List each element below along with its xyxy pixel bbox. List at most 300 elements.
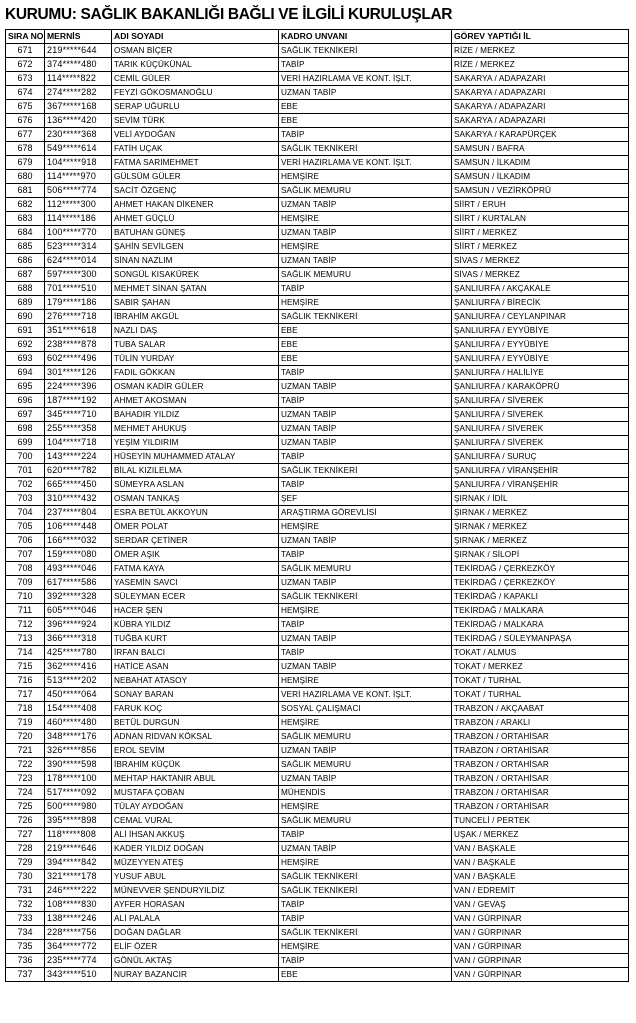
mernis-cell: 159*****080 [45,548,112,562]
mernis-cell: 392*****328 [45,590,112,604]
name-cell: İRFAN BALCI [112,646,279,660]
mernis-cell: 108*****830 [45,898,112,912]
name-cell: BETÜL DURGUN [112,716,279,730]
table-row [6,912,629,926]
mernis-cell: 624*****014 [45,254,112,268]
table-row [6,520,629,534]
mernis-cell: 345*****710 [45,408,112,422]
name-cell: YUSUF ABUL [112,870,279,884]
name-cell: FARUK KOÇ [112,702,279,716]
sira-no-cell: 716 [6,674,45,688]
mernis-cell: 187*****192 [45,394,112,408]
location-cell: SİVAS / MERKEZ [452,254,629,268]
title-cell: UZMAN TABİP [279,576,452,590]
table-row [6,506,629,520]
title-cell: UZMAN TABİP [279,534,452,548]
name-cell: ADNAN RIDVAN KÖKSAL [112,730,279,744]
table-row [6,674,629,688]
table-row [6,478,629,492]
table-row [6,814,629,828]
name-cell: GÜLSÜM GÜLER [112,170,279,184]
sira-no-cell: 720 [6,730,45,744]
mernis-cell: 138*****246 [45,912,112,926]
sira-no-cell: 683 [6,212,45,226]
sira-no-cell: 736 [6,954,45,968]
name-cell: FATİH UÇAK [112,142,279,156]
location-cell: ŞIRNAK / SİLOPİ [452,548,629,562]
location-cell: TRABZON / ORTAHİSAR [452,744,629,758]
table-row [6,128,629,142]
table-row [6,632,629,646]
sira-no-cell: 674 [6,86,45,100]
mernis-cell: 549*****614 [45,142,112,156]
sira-no-cell: 733 [6,912,45,926]
mernis-cell: 374*****480 [45,58,112,72]
sira-no-cell: 713 [6,632,45,646]
table-row [6,366,629,380]
name-cell: SONAY BARAN [112,688,279,702]
mernis-cell: 605*****046 [45,604,112,618]
name-cell: SACİT ÖZGENÇ [112,184,279,198]
table-row [6,254,629,268]
mernis-cell: 701*****510 [45,282,112,296]
location-cell: TEKİRDAĞ / KAPAKLI [452,590,629,604]
table-row [6,464,629,478]
location-cell: ŞANLIURFA / EYYÜBİYE [452,352,629,366]
location-cell: UŞAK / MERKEZ [452,828,629,842]
mernis-cell: 343*****510 [45,968,112,982]
name-cell: SABIR ŞAHAN [112,296,279,310]
table-row [6,226,629,240]
mernis-cell: 620*****782 [45,464,112,478]
title-cell: SAĞLIK MEMURU [279,814,452,828]
location-cell: TOKAT / TURHAL [452,688,629,702]
mernis-cell: 394*****842 [45,856,112,870]
sira-no-cell: 699 [6,436,45,450]
title-cell: SAĞLIK TEKNİKERİ [279,310,452,324]
title-cell: TABİP [279,828,452,842]
mernis-cell: 219*****646 [45,842,112,856]
table-row [6,72,629,86]
sira-no-cell: 702 [6,478,45,492]
table-row [6,324,629,338]
name-cell: NURAY BAZANCIR [112,968,279,982]
sira-no-cell: 728 [6,842,45,856]
title-cell: EBE [279,100,452,114]
location-cell: TRABZON / ORTAHİSAR [452,786,629,800]
location-cell: ŞANLIURFA / VİRANŞEHİR [452,464,629,478]
name-cell: SEVİM TÜRK [112,114,279,128]
location-cell: TOKAT / ALMUS [452,646,629,660]
table-row [6,786,629,800]
location-cell: SAMSUN / İLKADIM [452,156,629,170]
mernis-cell: 665*****450 [45,478,112,492]
title-cell: SAĞLIK TEKNİKERİ [279,884,452,898]
title-cell: TABİP [279,478,452,492]
header-adi-soyadi: ADI SOYADI [112,30,279,44]
mernis-cell: 301*****126 [45,366,112,380]
table-row [6,198,629,212]
sira-no-cell: 726 [6,814,45,828]
table-row [6,338,629,352]
location-cell: SİVAS / MERKEZ [452,268,629,282]
location-cell: VAN / GÜRPINAR [452,940,629,954]
title-cell: TABİP [279,618,452,632]
sira-no-cell: 730 [6,870,45,884]
location-cell: ŞANLIURFA / SİVEREK [452,408,629,422]
name-cell: NAZLI DAŞ [112,324,279,338]
title-cell: UZMAN TABİP [279,436,452,450]
location-cell: ŞIRNAK / MERKEZ [452,534,629,548]
table-row [6,282,629,296]
title-cell: EBE [279,968,452,982]
title-cell: TABİP [279,366,452,380]
sira-no-cell: 694 [6,366,45,380]
table-row [6,688,629,702]
name-cell: TÜLAY AYDOĞAN [112,800,279,814]
title-cell: UZMAN TABİP [279,842,452,856]
sira-no-cell: 704 [6,506,45,520]
sira-no-cell: 732 [6,898,45,912]
sira-no-cell: 724 [6,786,45,800]
mernis-cell: 114*****822 [45,72,112,86]
title-cell: ŞEF [279,492,452,506]
location-cell: ŞANLIURFA / EYYÜBİYE [452,338,629,352]
location-cell: ŞIRNAK / MERKEZ [452,520,629,534]
location-cell: SAMSUN / BAFRA [452,142,629,156]
title-cell: SAĞLIK MEMURU [279,268,452,282]
name-cell: ŞAHİN SEVİLGEN [112,240,279,254]
location-cell: TRABZON / ORTAHİSAR [452,758,629,772]
sira-no-cell: 703 [6,492,45,506]
location-cell: SİİRT / MERKEZ [452,226,629,240]
mernis-cell: 597*****300 [45,268,112,282]
header-sira-no: SIRA NO [6,30,45,44]
name-cell: ÖMER AŞIK [112,548,279,562]
sira-no-cell: 697 [6,408,45,422]
mernis-cell: 460*****480 [45,716,112,730]
title-cell: SAĞLIK TEKNİKERİ [279,870,452,884]
name-cell: FADIL GÖKKAN [112,366,279,380]
table-row [6,58,629,72]
table-row [6,730,629,744]
title-cell: HEMŞİRE [279,520,452,534]
table-row [6,156,629,170]
location-cell: VAN / GÜRPINAR [452,912,629,926]
table-row [6,268,629,282]
location-cell: RİZE / MERKEZ [452,58,629,72]
mernis-cell: 179*****186 [45,296,112,310]
title-cell: TABİP [279,912,452,926]
table-row [6,240,629,254]
sira-no-cell: 737 [6,968,45,982]
table-row [6,828,629,842]
sira-no-cell: 707 [6,548,45,562]
mernis-cell: 235*****774 [45,954,112,968]
title-cell: UZMAN TABİP [279,198,452,212]
location-cell: TRABZON / ORTAHİSAR [452,772,629,786]
location-cell: VAN / BAŞKALE [452,856,629,870]
sira-no-cell: 709 [6,576,45,590]
mernis-cell: 106*****448 [45,520,112,534]
header-mernis: MERNİS [45,30,112,44]
title-cell: SAĞLIK MEMURU [279,730,452,744]
table-row [6,842,629,856]
location-cell: VAN / BAŞKALE [452,842,629,856]
mernis-cell: 395*****898 [45,814,112,828]
mernis-cell: 602*****496 [45,352,112,366]
mernis-cell: 224*****396 [45,380,112,394]
name-cell: FEYZİ GÖKOSMANOĞLU [112,86,279,100]
title-cell: TABİP [279,646,452,660]
mernis-cell: 367*****168 [45,100,112,114]
sira-no-cell: 690 [6,310,45,324]
table-row [6,772,629,786]
title-cell: HEMŞİRE [279,170,452,184]
title-cell: TABİP [279,548,452,562]
title-cell: SOSYAL ÇALIŞMACI [279,702,452,716]
sira-no-cell: 682 [6,198,45,212]
name-cell: HÜSEYİN MUHAMMED ATALAY [112,450,279,464]
location-cell: ŞANLIURFA / KARAKÖPRÜ [452,380,629,394]
sira-no-cell: 723 [6,772,45,786]
title-cell: MÜHENDİS [279,786,452,800]
table-row [6,352,629,366]
location-cell: ŞANLIURFA / VİRANŞEHİR [452,478,629,492]
location-cell: VAN / EDREMİT [452,884,629,898]
table-row [6,436,629,450]
location-cell: ŞANLIURFA / AKÇAKALE [452,282,629,296]
name-cell: ÖMER POLAT [112,520,279,534]
title-cell: EBE [279,324,452,338]
name-cell: KÜBRA YILDIZ [112,618,279,632]
location-cell: ŞIRNAK / MERKEZ [452,506,629,520]
table-header-row [6,30,629,44]
sira-no-cell: 729 [6,856,45,870]
location-cell: TRABZON / ORTAHİSAR [452,730,629,744]
name-cell: YASEMİN SAVCI [112,576,279,590]
table-body [6,44,629,982]
location-cell: TEKİRDAĞ / ÇERKEZKÖY [452,576,629,590]
table-row [6,646,629,660]
name-cell: ELİF ÖZER [112,940,279,954]
title-cell: TABİP [279,954,452,968]
mernis-cell: 230*****368 [45,128,112,142]
name-cell: TARIK KÜÇÜKÜNAL [112,58,279,72]
table-row [6,114,629,128]
name-cell: VELİ AYDOĞAN [112,128,279,142]
table-row [6,576,629,590]
sira-no-cell: 714 [6,646,45,660]
mernis-cell: 219*****644 [45,44,112,58]
mernis-cell: 366*****318 [45,632,112,646]
mernis-cell: 364*****772 [45,940,112,954]
title-cell: SAĞLIK MEMURU [279,562,452,576]
table-row [6,142,629,156]
name-cell: SÜMEYRA ASLAN [112,478,279,492]
title-cell: UZMAN TABİP [279,408,452,422]
sira-no-cell: 708 [6,562,45,576]
name-cell: OSMAN TANKAŞ [112,492,279,506]
location-cell: TOKAT / MERKEZ [452,660,629,674]
name-cell: FATMA KAYA [112,562,279,576]
name-cell: TUĞBA KURT [112,632,279,646]
title-cell: VERİ HAZIRLAMA VE KONT. İŞLT. [279,688,452,702]
title-cell: TABİP [279,450,452,464]
table-row [6,926,629,940]
name-cell: SERAP UĞURLU [112,100,279,114]
mernis-cell: 348*****176 [45,730,112,744]
mernis-cell: 118*****808 [45,828,112,842]
sira-no-cell: 685 [6,240,45,254]
table-row [6,212,629,226]
location-cell: SAMSUN / VEZİRKÖPRÜ [452,184,629,198]
sira-no-cell: 673 [6,72,45,86]
mernis-cell: 362*****416 [45,660,112,674]
table-row [6,954,629,968]
location-cell: TEKİRDAĞ / MALKARA [452,618,629,632]
location-cell: TEKİRDAĞ / ÇERKEZKÖY [452,562,629,576]
location-cell: SAKARYA / ADAPAZARI [452,100,629,114]
title-cell: HEMŞİRE [279,856,452,870]
sira-no-cell: 688 [6,282,45,296]
sira-no-cell: 701 [6,464,45,478]
location-cell: ŞIRNAK / İDİL [452,492,629,506]
table-row [6,310,629,324]
sira-no-cell: 711 [6,604,45,618]
title-cell: UZMAN TABİP [279,632,452,646]
sira-no-cell: 671 [6,44,45,58]
location-cell: ŞANLIURFA / SİVEREK [452,422,629,436]
name-cell: HACER ŞEN [112,604,279,618]
name-cell: SONGÜL KISAKÜREK [112,268,279,282]
sira-no-cell: 722 [6,758,45,772]
title-cell: HEMŞİRE [279,674,452,688]
name-cell: SERDAR ÇETİNER [112,534,279,548]
sira-no-cell: 679 [6,156,45,170]
location-cell: SİİRT / KURTALAN [452,212,629,226]
name-cell: AHMET HAKAN DİKENER [112,198,279,212]
location-cell: SİİRT / MERKEZ [452,240,629,254]
mernis-cell: 178*****100 [45,772,112,786]
mernis-cell: 617*****586 [45,576,112,590]
mernis-cell: 238*****878 [45,338,112,352]
table-row [6,86,629,100]
table-row [6,968,629,982]
name-cell: MÜZEYYEN ATEŞ [112,856,279,870]
sira-no-cell: 680 [6,170,45,184]
name-cell: FATMA SARIMEHMET [112,156,279,170]
title-cell: UZMAN TABİP [279,380,452,394]
name-cell: AYFER HORASAN [112,898,279,912]
sira-no-cell: 693 [6,352,45,366]
mernis-cell: 493*****046 [45,562,112,576]
table-row [6,618,629,632]
title-cell: TABİP [279,898,452,912]
location-cell: SAKARYA / ADAPAZARI [452,114,629,128]
mernis-cell: 237*****804 [45,506,112,520]
sira-no-cell: 686 [6,254,45,268]
title-cell: EBE [279,338,452,352]
sira-no-cell: 677 [6,128,45,142]
location-cell: ŞANLIURFA / SİVEREK [452,394,629,408]
location-cell: ŞANLIURFA / SURUÇ [452,450,629,464]
mernis-cell: 246*****222 [45,884,112,898]
table-row [6,450,629,464]
title-cell: SAĞLIK TEKNİKERİ [279,142,452,156]
title-cell: HEMŞİRE [279,604,452,618]
sira-no-cell: 727 [6,828,45,842]
personnel-table [5,29,629,982]
mernis-cell: 228*****756 [45,926,112,940]
sira-no-cell: 681 [6,184,45,198]
table-row [6,856,629,870]
mernis-cell: 326*****856 [45,744,112,758]
table-row [6,394,629,408]
mernis-cell: 143*****224 [45,450,112,464]
location-cell: SAKARYA / KARAPÜRÇEK [452,128,629,142]
title-cell: UZMAN TABİP [279,86,452,100]
location-cell: SAMSUN / İLKADIM [452,170,629,184]
title-cell: VERİ HAZIRLAMA VE KONT. İŞLT. [279,72,452,86]
mernis-cell: 114*****186 [45,212,112,226]
location-cell: SİİRT / ERUH [452,198,629,212]
mernis-cell: 390*****598 [45,758,112,772]
name-cell: NEBAHAT ATASOY [112,674,279,688]
title-cell: SAĞLIK TEKNİKERİ [279,590,452,604]
title-cell: UZMAN TABİP [279,744,452,758]
name-cell: CEMİL GÜLER [112,72,279,86]
page-title: KURUMU: SAĞLIK BAKANLIĞI BAĞLI VE İLGİLİ KURULUŞLAR [5,6,453,23]
title-cell: SAĞLIK TEKNİKERİ [279,464,452,478]
mernis-cell: 450*****064 [45,688,112,702]
sira-no-cell: 687 [6,268,45,282]
location-cell: VAN / GÜRPINAR [452,954,629,968]
mernis-cell: 104*****718 [45,436,112,450]
table-row [6,170,629,184]
location-cell: TUNCELİ / PERTEK [452,814,629,828]
sira-no-cell: 721 [6,744,45,758]
sira-no-cell: 735 [6,940,45,954]
name-cell: KADER YILDIZ DOĞAN [112,842,279,856]
sira-no-cell: 706 [6,534,45,548]
mernis-cell: 513*****202 [45,674,112,688]
location-cell: ŞANLIURFA / SİVEREK [452,436,629,450]
name-cell: İBRAHİM KÜÇÜK [112,758,279,772]
table-row [6,44,629,58]
mernis-cell: 104*****918 [45,156,112,170]
name-cell: HATİCE ASAN [112,660,279,674]
title-cell: UZMAN TABİP [279,422,452,436]
mernis-cell: 112*****300 [45,198,112,212]
mernis-cell: 425*****780 [45,646,112,660]
sira-no-cell: 718 [6,702,45,716]
table-row [6,758,629,772]
name-cell: OSMAN KADİR GÜLER [112,380,279,394]
mernis-cell: 506*****774 [45,184,112,198]
mernis-cell: 321*****178 [45,870,112,884]
name-cell: ALİ PALALA [112,912,279,926]
sira-no-cell: 672 [6,58,45,72]
title-cell: TABİP [279,282,452,296]
table-row [6,380,629,394]
sira-no-cell: 692 [6,338,45,352]
title-cell: HEMŞİRE [279,212,452,226]
table-row [6,870,629,884]
sira-no-cell: 696 [6,394,45,408]
sira-no-cell: 689 [6,296,45,310]
title-cell: EBE [279,114,452,128]
